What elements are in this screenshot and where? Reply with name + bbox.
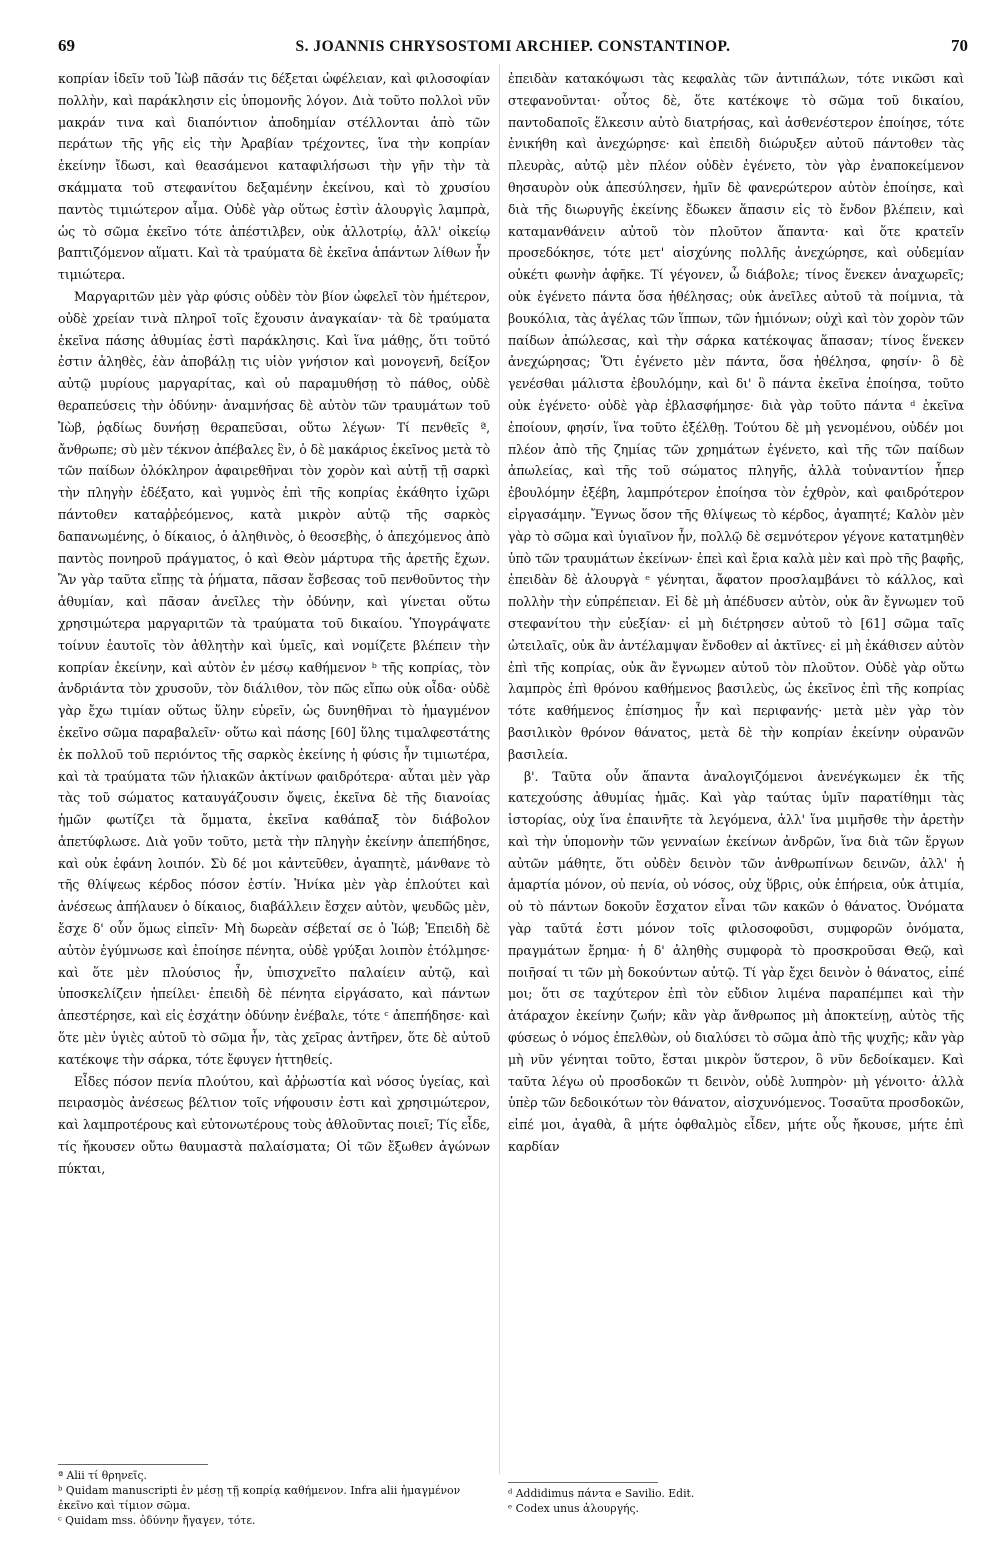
right-column — [508, 68, 964, 1158]
footnote-rule — [508, 1482, 658, 1483]
footnote: ᶜ Quidam mss. ὀδύνην ἤγαγεν, τότε. — [58, 1514, 256, 1527]
footnote: ᵇ Quidam manuscripti ἐν μέσῃ τῇ κοπρίᾳ καθήμενον. Infra alii ἡμαγμένον ἐκεῖνο καὶ τίμιον σῶμα. — [58, 1484, 461, 1512]
footnote: ᵉ Codex unus ἁλουργής. — [508, 1502, 639, 1515]
paragraph: Μαργαριτῶν μὲν γὰρ φύσις οὐδὲν τὸν βίον ὠφελεῖ τὸν ἡμέτερον, οὐδὲ χρείαν τινὰ πληροῖ τοῖς ἔχουσιν ἀναγκαίαν· τὰ δὲ τραύματα ἐκεῖνα πάσης ἀθυμίας ἐστὶ παράκλησις. Καὶ ἵνα μάθῃς, ὅτι τοῦτό ἐστιν ἀληθὲς, ἐὰν ἀποβάλῃ τις υἱὸν γνήσιον καὶ μονογενῆ, δείξον αὐτῷ μυρίους μαργαρίτας, καὶ οὐ παραμυθήσῃ τὸ πάθος, οὐδὲ θεραπεύσεις τὴν ὀδύνην· ἀναμνήσας δὲ αὐτὸν τῶν τραυμάτων τοῦ Ἰὼβ, ῥᾳδίως δυνήσῃ θεραπεῦσαι, οὕτω λέγων· Τί πενθεῖς ª, ἄνθρωπε; σὺ μὲν τέκνον ἀπέβαλες ἓν, ὁ δὲ μακάριος ἐκεῖνος μετὰ τὸ τῶν παίδων ὁλόκληρον ἀφαιρεθῆναι τὸν χορὸν καὶ αὐτῇ τῇ σαρκὶ τὴν πληγὴν ἐδέξατο, καὶ γυμνὸς ἐπὶ τῆς κοπρίας ἐκάθητο ἰχῶρι πάντοθεν καταῤῥεόμενος, κατὰ μικρὸν αὐτῷ τῆς σαρκὸς δαπανωμένης, ὁ δίκαιος, ὁ ἀληθινὸς, ὁ θεοσεβὴς, ὁ ἀπεχόμενος ἀπὸ παντὸς πονηροῦ πράγματος, ὁ καὶ Θεὸν μάρτυρα τῆς ἀρετῆς ἔχων. Ἂν γὰρ ταῦτα εἴπῃς τὰ ῥήματα, πᾶσαν ἔσβεσας τοῦ πενθοῦντος τὴν ἀθυμίαν, καὶ πᾶσαν ἀνεῖλες τὴν ὀδύνην, καὶ γίνεται οὕτω χρησιμώτερα μαργαριτῶν τὰ τραύματα τοῦ δικαίου. Ὑπογράψατε τοίνυν ἑαυτοῖς τὸν ἀθλητὴν καὶ ὑμεῖς, καὶ νομίζετε βλέπειν τὴν κοπρίαν ἐκείνην, καὶ αὐτὸν ἐν μέσῳ καθήμενον ᵇ τῆς κοπρίας, τὸν ἀνδριάντα τὸν χρυσοῦν, τὸν διάλιθον, τὸν πῶς εἴπω οὐκ οἶδα· οὐδὲ γὰρ ἔχω τιμίαν οὕτως ὕλην εὑρεῖν, ὡς δυνηθῆναι τὸ ἡμαγμένον ἐκεῖνο σῶμα παραβαλεῖν· οὕτω καὶ πάσης [60] ὕλης τιμαλφεστάτης ἐκ πολλοῦ τοῦ περιόντος τῆς σαρκὸς ἐκείνης ἡ φύσις ἦν τιμιωτέρα, καὶ τὰ τραύματα τῶν ἡλιακῶν ἀκτίνων φαιδρότερα· αὗται μὲν γὰρ τὰς τοῦ σώματος καταυγάζουσιν ὄψεις, ἐκεῖνα δὲ τῆς διανοίας ἡμῶν φωτίζει τὰ ὄμματα, ἐκεῖνα καθάπαξ τὸν διάβολον ἀπετύφλωσε. Διὰ γοῦν τοῦτο, μετὰ τὴν πληγὴν ἐκείνην ἀπεπήδησε, καὶ οὐκ ἐφάνη λοιπόν. Σὺ δέ μοι κἀντεῦθεν, ἀγαπητὲ, μάνθανε τὸ τῆς θλίψεως κέρδος πόσον ἐστίν. Ἡνίκα μὲν γὰρ ἐπλούτει καὶ ἀνέσεως ἀπήλαυεν ὁ δίκαιος, διαβάλλειν ἔσχεν αὐτὸν, ψευδῶς μὲν, ἔσχε δ' οὖν ὅμως εἰπεῖν· Μὴ δωρεὰν σέβεταί σε ὁ Ἰώβ; Ἐπειδὴ δὲ αὐτὸν ἐγύμνωσε καὶ ἐποίησε πένητα, οὐδὲ γρύξαι λοιπὸν ἐτόλμησε· καὶ ὅτε μὲν πλούσιος ἦν, ὑπισχνεῖτο παλαίειν αὐτῷ, καὶ ὑποσκελίζειν ἠπείλει· ἐπειδὴ δὲ πένητα εἰργάσατο, καὶ πάντων ἀπεστέρησε, καὶ εἰς ἐσχάτην ὀδύνην ἐνέβαλε, τότε ᶜ ἀπεπήδησε· καὶ ὅτε μὲν ὑγιὲς αὐτοῦ τὸ σῶμα ἦν, τὰς χεῖρας ἀντῆρεν, ὅτε δὲ αὐτοῦ κατέκοψε τὴν σάρκα, τότε ἔφυγεν ἡττηθείς. — [58, 288, 490, 1067]
footnotes-right — [508, 1486, 964, 1516]
paragraph: κοπρίαν ἰδεῖν τοῦ Ἰὼβ πᾶσάν τις δέξεται ὠφέλειαν, καὶ φιλοσοφίαν πολλὴν, καὶ παράκλησιν εἰς ὑπομονῆς λόγον. Διὰ τοῦτο πολλοὶ νῦν μακράν τινα καὶ διαπόντιον ἀποδημίαν στέλλονται ἀπὸ τῶν περάτων τῆς γῆς εἰς τὴν Ἀραβίαν τρέχοντες, ἵνα τὴν κοπρίαν ἐκείνην ἴδωσι, καὶ θεασάμενοι καταφιλήσωσι τὴν γῆν τὴν τὰ σκάμματα τοῦ στεφανίτου δεξαμένην ἐκείνου, καὶ τὸ χρυσίου παντὸς τιμιώτερον αἷμα. Οὐδὲ γὰρ οὕτως ἐστὶν ἁλουργὶς λαμπρὰ, ὡς τὸ σῶμα ἐκεῖνο τότε ἀπέστιλβεν, οὐκ ἀλλοτρίῳ, ἀλλ' οἰκείῳ βαπτιζόμενον αἵματι. Καὶ τὰ τραύματα δὲ ἐκεῖνα ἁπάντων λίθων ἦν τιμιώτερα. — [58, 71, 490, 283]
section-paragraph: β'. Ταῦτα οὖν ἅπαντα ἀναλογιζόμενοι ἀνενέγκωμεν ἐκ τῆς κατεχούσης ἀθυμίας ἡμᾶς. Καὶ γὰρ ταύτας ὑμῖν παρατίθημι τὰς ἱστορίας, οὐχ ἵνα ἐπαινῆτε τὰ λεγόμενα, ἀλλ' ἵνα μιμῆσθε τὴν ἀρετὴν καὶ τὴν ὑπομονὴν τῶν γενναίων ἐκείνων ἀνδρῶν, ἵνα διὰ τῶν ἔργων αὐτῶν μάθητε, ὅτι οὐδὲν δεινὸν τῶν ἀνθρωπίνων δεινῶν, ἀλλ' ἡ ἁμαρτία μόνον, οὐ πενία, οὐ νόσος, οὐχ ὕβρις, οὐκ ἐπήρεια, οὐκ ἀτιμία, οὐ τὸ πάντων δοκοῦν ἔσχατον εἶναι τῶν κακῶν ὁ θάνατος. Ὀνόματα γὰρ ταῦτά ἐστι μόνον τοῖς φιλοσοφοῦσι, συμφορῶν ὀνόματα, πραγμάτων ἔρημα· ἡ δ' ἀληθὴς συμφορὰ τὸ προσκροῦσαι Θεῷ, καὶ ποιῆσαί τι τῶν μὴ δοκούντων αὐτῷ. Τί γὰρ ἔχει δεινὸν ὁ θάνατος, εἰπέ μοι; ὅτι σε ταχύτερον ἐπὶ τὸν εὔδιον λιμένα παραπέμπει καὶ τὴν ἀτάραχον ἐκείνην ζωήν; κἂν γὰρ ἄνθρωπος μὴ ἀποκτείνῃ, αὐτὸς τῆς φύσεως ὁ νόμος ἐπελθὼν, οὐ διαλύσει τὸ σῶμα ἀπὸ τῆς ψυχῆς; κἂν γὰρ μὴ νῦν γένηται τοῦτο, ἔσται μικρὸν ὕστερον, ὃ νῦν δεδοίκαμεν. Καὶ ταῦτα λέγω οὐ προσδοκῶν τι δεινὸν, οὐδὲ λυπηρὸν· μὴ γένοιτο· ἀλλὰ ὑπὲρ τῶν δεδοικότων τὸν θάνατον, αἰσχυνόμενος. Τοσαῦτα προσδοκῶν, εἰπέ μοι, ἀγαθὰ, ἃ μήτε ὀφθαλμὸς εἶδεν, μήτε οὖς ἤκουσε, μήτε ἐπὶ καρδίαν — [508, 768, 964, 1155]
footnotes-left — [58, 1468, 490, 1528]
footnote: ª Alii τί θρηνεῖς. — [58, 1469, 147, 1482]
paragraph: Εἶδες πόσον πενία πλούτου, καὶ ἀῤῥωστία καὶ νόσος ὑγείας, καὶ πειρασμὸς ἀνέσεως βέλτιον τοῖς νήφουσιν ἐστι καὶ χρησιμώτερον, καὶ λαμπροτέρους καὶ εὐτονωτέρους τοὺς ἀθλοῦντας ποιεῖ; Τίς εἶδε, τίς ἤκουσεν οὕτω θαυμαστὰ παλαίσματα; Οἱ τῶν ἔξωθεν ἀγώνων πύκται, — [58, 1073, 490, 1176]
footnote-rule — [58, 1464, 208, 1465]
left-column — [58, 68, 490, 1180]
running-header — [58, 36, 968, 60]
column-divider — [499, 64, 500, 1474]
page-number-right: 70 — [951, 36, 968, 55]
running-title: S. JOANNIS CHRYSOSTOMI ARCHIEP. CONSTANTINOP. — [295, 38, 731, 55]
paragraph: ἐπειδὰν κατακόψωσι τὰς κεφαλὰς τῶν ἀντιπάλων, τότε νικῶσι καὶ στεφανοῦνται· οὗτος δὲ, ὅτε κατέκοψε τὸ σῶμα τοῦ δικαίου, παντοδαποῖς ἕλκεσιν αὐτὸ διατρήσας, καὶ ἀσθενέστερον ἐποίησε, τότε ἐνικήθη καὶ ἀνεχώρησε· καὶ ἐπειδὴ διώρυξεν αὐτοῦ πάντοθεν τὰς πλευρὰς, αὐτῷ μὲν πλέον οὐδὲν ἐγένετο, τὸν γὰρ ἐναποκείμενον θησαυρὸν οὐκ ἀπεσύλησεν, ἡμῖν δὲ φανερώτερον αὐτὸν ἐποίησε, καὶ διὰ τῆς διωρυγῆς ἐκείνης ἔδωκεν ἅπασιν εἰς τὸ ἔνδον βλέπειν, καὶ καταμανθάνειν αὐτοῦ τὸν πλοῦτον ἅπαντα· καὶ ὅτε κρατεῖν προσεδόκησε, τότε μετ' αἰσχύνης πολλῆς ἀνεχώρησε, καὶ οὐδεμίαν οὐκέτι φωνὴν ἀφῆκε. Τί γέγονεν, ὦ διάβολε; τίνος ἕνεκεν ἀναχωρεῖς; οὐκ ἐγένετο πάντα ὅσα ἠθέλησας; οὐκ ἀνεῖλες αὐτοῦ τὰ ποίμνια, τὰ βουκόλια, τὰς ἀγέλας τῶν ἵππων, τῶν ἡμιόνων; οὐχὶ καὶ τὸν χορὸν τῶν παίδων ἀπώλεσας, καὶ τὴν σάρκα κατέκοψας ἅπασαν; τίνος ἕνεκεν ἀνεχώρησας; Ὅτι ἐγένετο μὲν πάντα, ὅσα ἠθέλησα, φησίν· ὃ δὲ γενέσθαι μάλιστα ἐβουλόμην, καὶ δι' ὃ πάντα ἐκεῖνα ἐποίησα, τοῦτο οὐκ ἐγένετο· οὐδὲ γὰρ ἐβλασφήμησε· διὰ γὰρ τοῦτο πάντα ᵈ ἐκεῖνα ἐποίουν, φησίν, ἵνα τοῦτο ἐξέλθῃ. Τούτου δὲ μὴ γενομένου, οὐδέν μοι πλέον ἀπὸ τῆς ζημίας τῶν χρημάτων ἐγένετο, καὶ τῆς τῶν παίδων ἀπωλείας, καὶ τῆς τοῦ σώματος πληγῆς, ἀλλὰ τοὐναντίον ἧπερ ἐβουλόμην ἐξέβη, λαμπρότερον ἐποίησα τὸν ἐχθρὸν, καὶ φαιδρότερον εἰργασάμην. Ἔγνως ὅσον τῆς θλίψεως τὸ κέρδος, ἀγαπητέ; Καλὸν μὲν γὰρ τὸ σῶμα καὶ ὑγιαῖνον ἦν, πολλῷ δὲ σεμνότερον γέγονε κατατμηθὲν ὑπὸ τῶν τραυμάτων ἐκείνων· ἐπεὶ καὶ ἔρια καλὰ μὲν καὶ πρὸ τῆς βαφῆς, ἐπειδὰν δὲ ἁλουργὰ ᵉ γένηται, ἄφατον προσλαμβάνει τὸ κάλλος, καὶ πολλὴν τὴν εὐπρέπειαν. Εἰ δὲ μὴ ἀπέδυσεν αὐτὸν, οὐκ ἂν ἔγνωμεν τοῦ στεφανίτου τὴν εὐεξίαν· εἰ μὴ διέτρησεν αὐτοῦ τὸ [61] σῶμα ταῖς ὠτειλαῖς, οὐκ ἂν ἀντέλαμψαν ἔνδοθεν αἱ ἀκτῖνες· εἰ μὴ ἐκάθισεν αὐτὸν ἐπὶ τῆς κοπρίας, οὐκ ἂν ἔγνωμεν αὐτοῦ τὸν πλοῦτον. Οὐδὲ γὰρ οὕτω λαμπρὸς ἐπὶ θρόνου καθήμενος βασιλεὺς, ὡς ἐκεῖνος ἐπὶ τῆς κοπρίας τότε καθήμενος ἐπίσημος ἦν καὶ περιφανής· μετὰ μὲν γὰρ τὸν βασιλικὸν θρόνον θάνατος, μετὰ δὲ τὴν κοπρίαν ἐκείνην οὐρανῶν βασιλεία. — [508, 71, 964, 762]
footnote: ᵈ Addidimus πάντα e Savilio. Edit. — [508, 1487, 695, 1500]
page-number-left: 69 — [58, 36, 75, 55]
